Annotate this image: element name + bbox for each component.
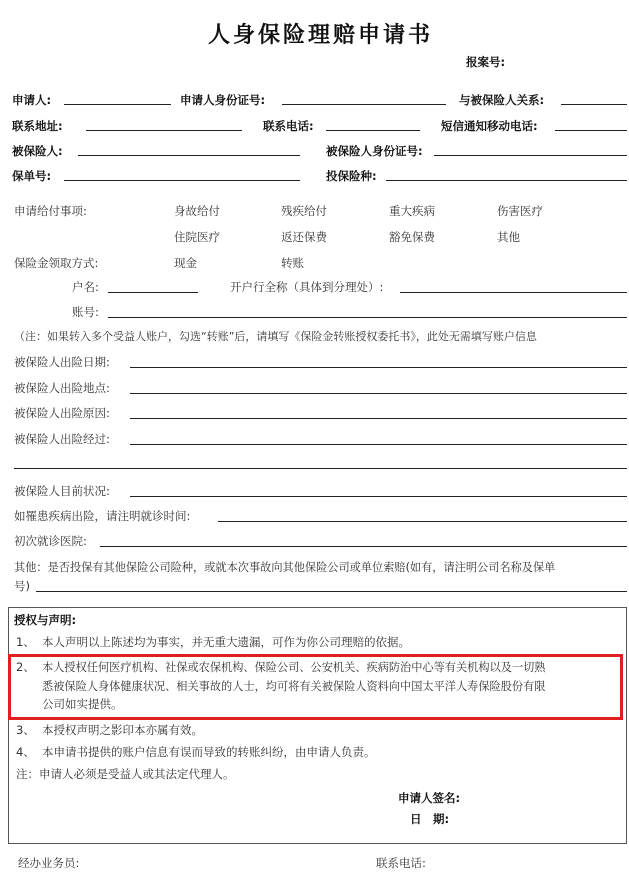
auth-item-number: 3、: [16, 723, 35, 737]
date-field[interactable]: [470, 824, 570, 825]
footer-phone-field[interactable]: [440, 868, 610, 869]
address-field[interactable]: [86, 130, 242, 131]
claim-option[interactable]: 重大疾病: [389, 204, 435, 218]
claim-option[interactable]: 残疾给付: [281, 204, 327, 218]
disease-time-label: 如罹患疾病出险，请注明就诊时间:: [14, 509, 191, 523]
policy-no-field[interactable]: [64, 180, 300, 181]
applicant-label: 申请人:: [12, 93, 52, 107]
phone-label: 联系电话:: [263, 119, 314, 133]
transfer-note: （注：如果转入多个受益人账户，勾选“转账”后，请填写《保险金转账授权委托书》，此处无需填写账户信息: [14, 330, 537, 343]
claim-option[interactable]: 伤害医疗: [497, 204, 543, 218]
hospital-label: 初次就诊医院:: [14, 534, 87, 548]
claim-option[interactable]: 豁免保费: [389, 230, 435, 244]
insured-label: 被保险人:: [12, 144, 63, 158]
auth-item-4: 本申请书提供的账户信息有误而导致的转账纠纷，由申请人负责。: [42, 745, 376, 759]
page-title: 人身保险理赔申请书: [208, 23, 434, 48]
bank-name-field[interactable]: [400, 292, 627, 293]
policy-no-label: 保单号:: [12, 169, 52, 183]
footer-phone-label: 联系电话:: [376, 856, 426, 870]
sms-phone-field[interactable]: [555, 130, 627, 131]
other-insurance-label-cont: 号): [14, 579, 30, 593]
phone-field[interactable]: [326, 130, 420, 131]
auth-item-number: 1、: [16, 635, 35, 649]
account-name-label: 户名:: [72, 280, 99, 294]
signature-label: 申请人签名:: [398, 791, 461, 805]
sms-phone-label: 短信通知移动电话:: [441, 119, 538, 133]
disease-time-field[interactable]: [218, 521, 627, 522]
date-label: 日 期:: [410, 812, 450, 826]
incident-cause-field[interactable]: [130, 418, 627, 419]
applicant-id-field[interactable]: [282, 104, 446, 105]
incident-place-label: 被保险人出险地点:: [14, 381, 110, 395]
other-insurance-field[interactable]: [36, 591, 627, 592]
hospital-field[interactable]: [100, 546, 627, 547]
insured-field[interactable]: [78, 155, 300, 156]
incident-cause-label: 被保险人出险原因:: [14, 406, 110, 420]
auth-item-2-line-2: 悉被保险人身体健康状况、相关事故的人士，均可将有关被保险人资料向中国太平洋人寿保险股份有限: [42, 680, 546, 693]
incident-process-field[interactable]: [130, 444, 627, 445]
account-name-field[interactable]: [108, 292, 198, 293]
claim-option[interactable]: 返还保费: [281, 230, 327, 244]
account-no-field[interactable]: [108, 317, 627, 318]
claim-option[interactable]: 身故给付: [174, 204, 220, 218]
address-label: 联系地址:: [12, 119, 63, 133]
agent-field[interactable]: [90, 868, 270, 869]
status-label: 被保险人目前状况:: [14, 484, 110, 498]
claim-items-label: 申请给付事项:: [14, 204, 87, 218]
incident-place-field[interactable]: [130, 393, 627, 394]
insurance-type-field[interactable]: [386, 180, 627, 181]
auth-item-number: 2、: [16, 660, 35, 674]
auth-item-number: 4、: [16, 745, 35, 759]
auth-note: 注：申请人必须是受益人或其法定代理人。: [16, 767, 235, 781]
auth-item-2-line-3: 公司如实提供。: [42, 697, 123, 711]
signature-field[interactable]: [470, 803, 570, 804]
relation-field[interactable]: [561, 104, 627, 105]
account-no-label: 账号:: [72, 305, 99, 319]
applicant-id-label: 申请人身份证号:: [180, 93, 266, 107]
incident-date-field[interactable]: [130, 367, 627, 368]
insured-id-label: 被保险人身份证号:: [326, 144, 423, 158]
auth-item-1: 本人声明以上陈述均为事实，并无重大遗漏，可作为你公司理赔的依据。: [42, 635, 410, 649]
claim-option[interactable]: 其他: [497, 230, 520, 244]
insured-id-field[interactable]: [434, 155, 627, 156]
incident-process-field-extra[interactable]: [14, 468, 627, 469]
auth-item-2-line-1: 本人授权任何医疗机构、社保或农保机构、保险公司、公安机关、疾病防治中心等有关机构以及一切熟: [42, 661, 546, 674]
applicant-field[interactable]: [64, 104, 171, 105]
insurance-type-label: 投保险种:: [326, 169, 377, 183]
claim-option[interactable]: 住院医疗: [174, 230, 220, 244]
agent-label: 经办业务员:: [18, 856, 80, 870]
status-field[interactable]: [130, 496, 627, 497]
incident-process-label: 被保险人出险经过:: [14, 432, 110, 446]
bank-name-label: 开户行全称（具体到分理处）:: [230, 280, 384, 294]
payment-option-transfer[interactable]: 转账: [281, 256, 304, 270]
payment-label: 保险金领取方式:: [14, 256, 99, 270]
relation-label: 与被保险人关系:: [459, 93, 545, 107]
auth-item-3: 本授权声明之影印本亦属有效。: [42, 723, 203, 737]
other-insurance-label: 其他：是否投保有其他保险公司险种，或就本次事故向其他保险公司或单位索赔(如有，请注明公司名称及保单: [14, 561, 556, 574]
payment-option-cash[interactable]: 现金: [174, 256, 197, 270]
authorization-heading: 授权与声明:: [14, 613, 77, 627]
incident-date-label: 被保险人出险日期:: [14, 355, 110, 369]
case-no-label: 报案号:: [466, 55, 506, 69]
